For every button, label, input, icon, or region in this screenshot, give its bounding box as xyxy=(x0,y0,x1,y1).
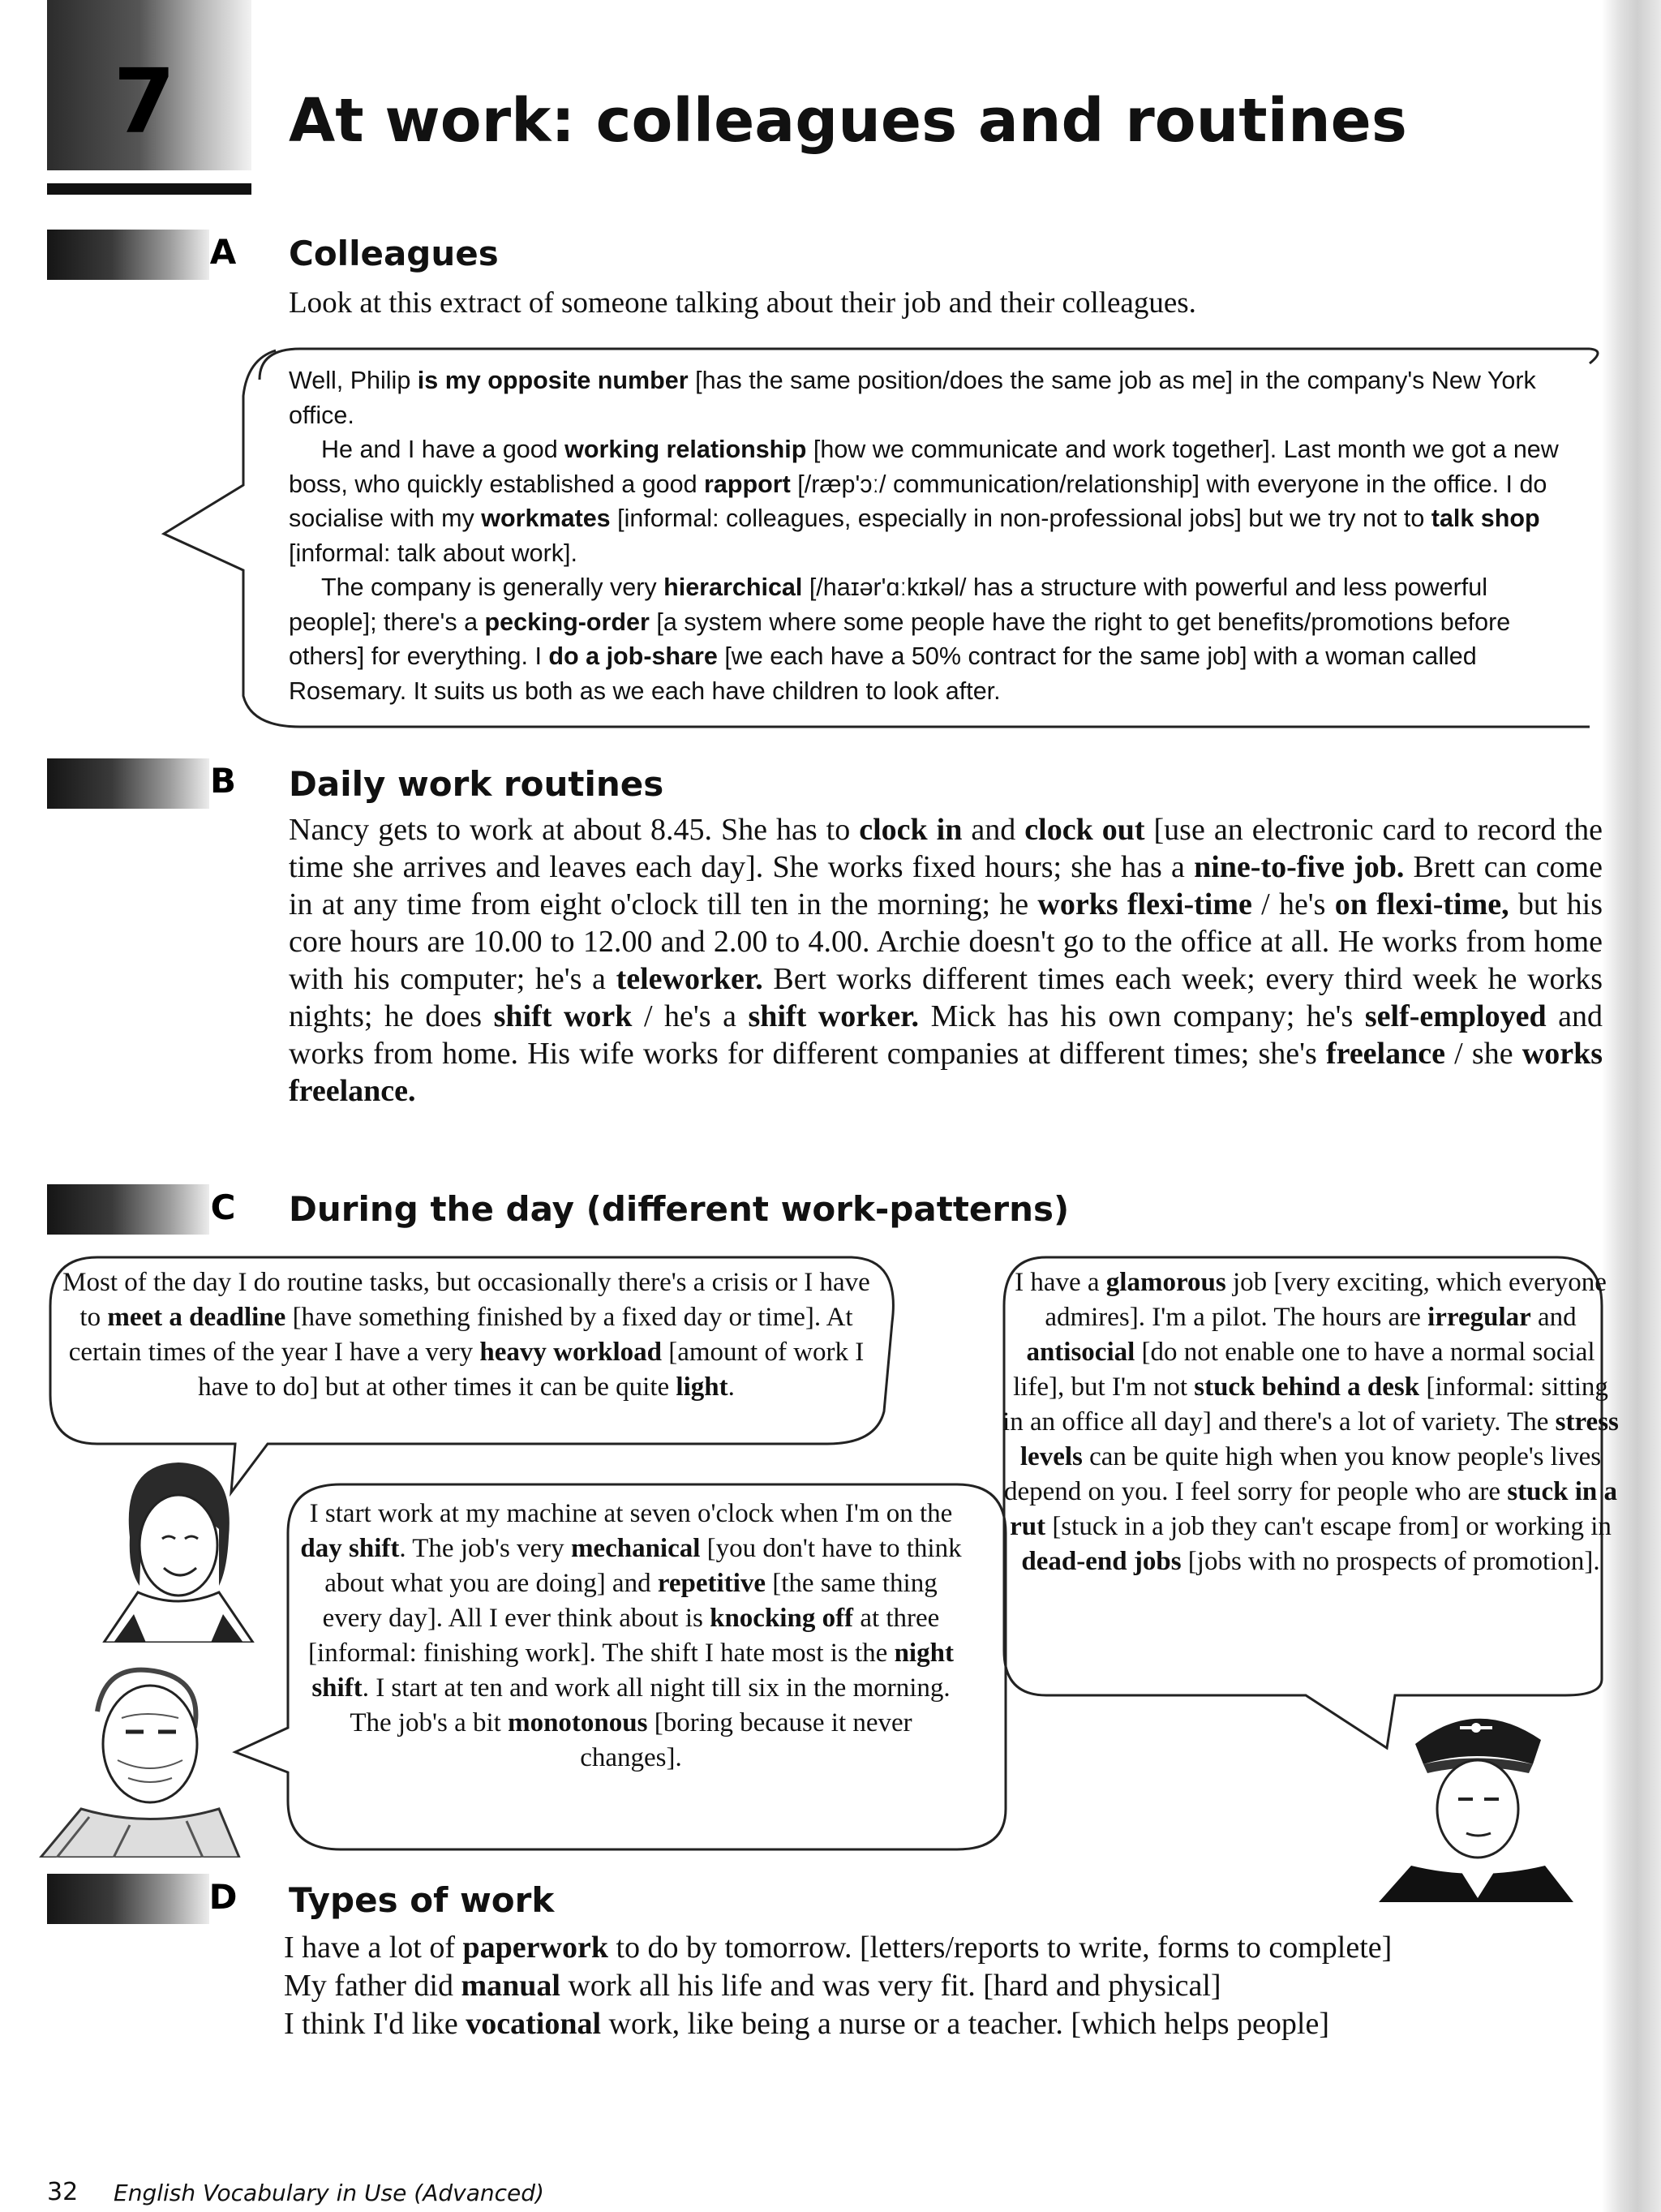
page-binding-shadow xyxy=(1602,0,1661,2212)
woman-portrait-illustration xyxy=(97,1448,260,1643)
unit-divider-bar xyxy=(47,183,251,195)
section-c-marker xyxy=(47,1184,209,1235)
unit-number: 7 xyxy=(113,49,176,153)
section-d-marker xyxy=(47,1874,209,1924)
section-a-heading: Colleagues xyxy=(289,234,499,273)
speech-bubble-pilot: I have a glamorous job [very exciting, which everyone admires]. I'm a pilot. The hours are irregular and antisocial [do not enable one to have a normal social life], but I'm not stuck behind a desk [informal: sitting in an office all day] and there's a lot of variety. The stress levels can be quite high when you know people's lives depend on you. I feel sorry for people who are stuck in a rut [stuck in a job they can't escape from] or working in dead-end jobs [jobs with no prospects of promotion]. xyxy=(1002,1268,1619,1576)
section-c-letter: C xyxy=(210,1188,236,1227)
bubble-a-para-3: The company is generally very hierarchical [/haɪər'ɑːkɪkəl/ has a structure with powerful and less powerful people]; there's a pecking-order [a system where some people have the right to get benefits/promotions before others] for everything. I do a job-share [we each have a 50% contract for the same job] with a woman called Rosemary. It suits us both as we each have children to look after. xyxy=(289,573,1511,705)
book-title: English Vocabulary in Use (Advanced) xyxy=(114,2180,544,2206)
page-number: 32 xyxy=(47,2178,79,2206)
section-d-heading: Types of work xyxy=(289,1880,555,1920)
section-a-letter: A xyxy=(209,232,237,272)
speech-bubble-office-worker: Most of the day I do routine tasks, but occasionally there's a crisis or I have to meet a deadline [have something finished by a fixed day or time]. At certain times of the year I have a very heavy workload [amount of work I have to do] but at other times it can be quite light. xyxy=(62,1268,870,1402)
page-title: At work: colleagues and routines xyxy=(289,86,1407,156)
section-d-line: I have a lot of paperwork to do by tomorrow. [letters/reports to write, forms to complete] xyxy=(284,1931,1393,1965)
section-a-marker xyxy=(47,230,209,280)
bubble-a-para-1: Well, Philip is my opposite number [has the same position/does the same job as me] in the company's New York office. xyxy=(289,367,1536,429)
bubble-a-para-2: He and I have a good working relationship [how we communicate and work together]. Last month we got a new boss, who quickly established a good rapport [/ræp'ɔː/ communication/relationship] with everyone in the office. I do socialise with my workmates [informal: colleagues, especially in non-professional jobs] but we try not to talk shop [informal: talk about work]. xyxy=(289,436,1559,567)
man-portrait-illustration xyxy=(32,1655,243,1858)
section-b-marker xyxy=(47,758,209,809)
section-b-letter: B xyxy=(209,761,236,801)
section-d-lines xyxy=(284,1929,1392,2043)
section-a-intro: Look at this extract of someone talking about their job and their colleagues. xyxy=(289,286,1196,320)
speech-bubble-a-text xyxy=(289,363,1582,708)
section-b-paragraph: Nancy gets to work at about 8.45. She has to clock in and clock out [use an electronic card to record the time she arrives and leaves each day]. She works fixed hours; she has a nine-to-five job. Brett can come in at any time from eight o'clock till ten in the morning; he works flexi-time / he's on flexi-time, but his core hours are 10.00 to 12.00 and 2.00 to 4.00. Archie doesn't go to the office at all. He works from home with his computer; he's a teleworker. Bert works different times each week; every third week he works nights; he does shift work / he's a shift worker. Mick has his own company; he's self-employed and works from home. His wife works for different companies at different times; she's freelance / she works freelance. xyxy=(289,813,1603,1108)
section-c-heading: During the day (different work-patterns) xyxy=(289,1189,1070,1229)
section-b-heading: Daily work routines xyxy=(289,764,664,804)
speech-bubble-factory-worker: I start work at my machine at seven o'clock when I'm on the day shift. The job's very mechanical [you don't have to think about what you are doing] and repetitive [the same thing every day]. All I ever think about is knocking off at three [informal: finishing work]. The shift I hate most is the night shift. I start at ten and work all night till six in the morning. The job's a bit monotonous [boring because it never changes]. xyxy=(300,1499,962,1772)
section-d-letter: D xyxy=(208,1877,238,1917)
section-d-line: I think I'd like vocational work, like being a nurse or a teacher. [which helps people] xyxy=(284,2007,1330,2041)
section-d-line: My father did manual work all his life and was very fit. [hard and physical] xyxy=(284,1969,1221,2003)
pilot-portrait-illustration xyxy=(1379,1695,1573,1902)
